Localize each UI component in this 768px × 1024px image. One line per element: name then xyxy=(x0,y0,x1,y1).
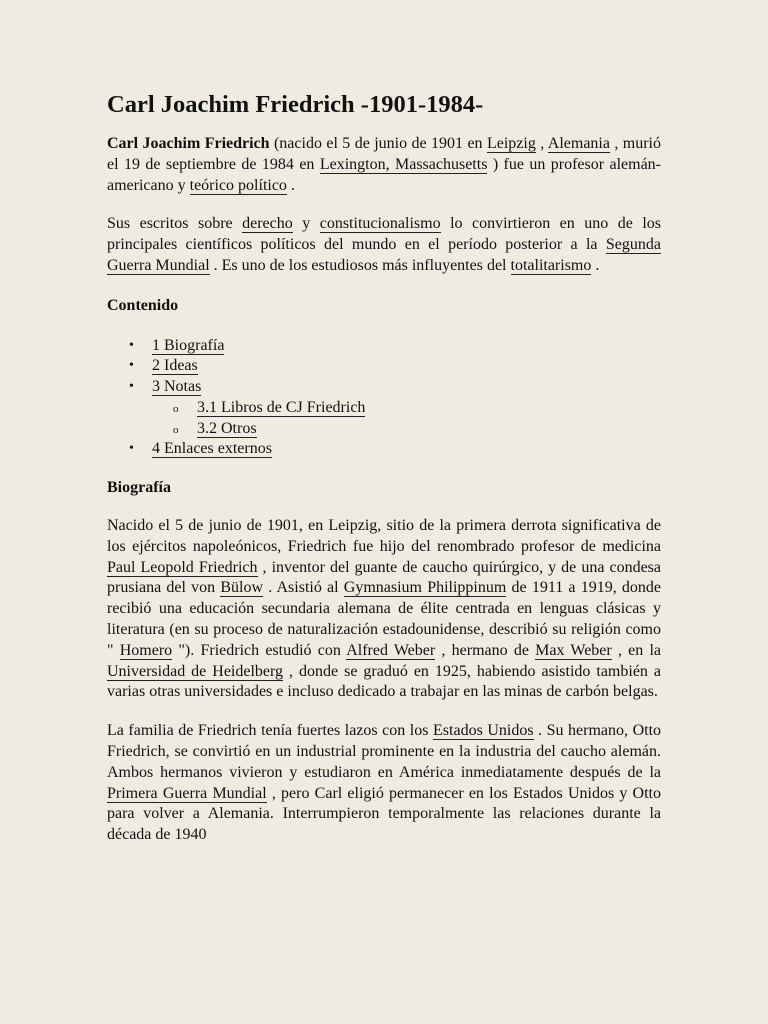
intro-text: . xyxy=(286,176,295,194)
biografia-paragraph-1 xyxy=(107,516,661,703)
toc-subitem-otros xyxy=(107,419,661,440)
page-title: Carl Joachim Friedrich -1901-1984- xyxy=(107,91,484,118)
link-alemania[interactable]: Alemania xyxy=(547,135,610,152)
link-derecho[interactable]: derecho xyxy=(242,215,293,233)
paragraph-text: "). Friedrich estudió con xyxy=(172,641,347,659)
link-primera-guerra-mundial[interactable]: Primera Guerra Mundial xyxy=(107,784,267,802)
link-paul-leopold-friedrich[interactable]: Paul Leopold Friedrich xyxy=(107,558,258,576)
intro-text: , murió el 19 de septiembre de 1984 en xyxy=(107,135,662,173)
bullet-icon: • xyxy=(129,337,134,353)
bullet-icon: • xyxy=(129,441,134,457)
toc-subitem-libros xyxy=(107,398,661,419)
link-universidad-heidelberg[interactable]: Universidad de Heidelberg xyxy=(107,662,284,680)
paragraph-text: de 1911 a 1919, donde recibió una educación secundaria alemana de élite centrada en lenguas clásicas y literatura (en su proceso de naturalización estadounidense, describió su religión como " xyxy=(107,579,662,659)
link-segunda-guerra-mundial[interactable]: Segunda Guerra Mundial xyxy=(107,236,661,274)
paragraph-text: . xyxy=(591,256,600,274)
subject-name: Carl Joachim Friedrich xyxy=(107,135,270,152)
link-alfred-weber[interactable]: Alfred Weber xyxy=(346,641,436,659)
bullet-icon: • xyxy=(129,358,134,374)
paragraph-text: . Asistió al xyxy=(263,579,344,597)
toc-item-biografia xyxy=(107,336,661,357)
paragraph-text: , donde se graduó en 1925, habiendo asistido también a varias otras universidades e incluso dedicado a trabajar en las minas de carbón belgas. xyxy=(107,662,662,701)
paragraph-text: La familia de Friedrich tenía fuertes lazos con los xyxy=(107,722,434,740)
link-max-weber[interactable]: Max Weber xyxy=(535,641,612,659)
paragraph-text: , pero Carl eligió permanecer en los Estados Unidos y Otto para volver a Alemania. Interrumpieron temporalmente las relaciones durante la década de 1940 xyxy=(107,784,662,844)
toc-link-enlaces[interactable]: 4 Enlaces externos xyxy=(152,440,272,458)
paragraph-text: . Su hermano, Otto Friedrich, se convirtió en un industrial prominente en la industria del caucho alemán. Ambos hermanos vivieron y estudiaron en América inmediatamente después de la xyxy=(107,722,662,781)
paragraph-text: . Es uno de los estudiosos más influyentes del xyxy=(209,256,511,274)
toc-link-notas[interactable]: 3 Notas xyxy=(152,378,202,396)
intro-text: (nacido el 5 de junio de 1901 en xyxy=(269,135,487,152)
table-of-contents xyxy=(107,336,661,460)
circle-bullet-icon: o xyxy=(173,402,179,415)
article-body xyxy=(107,90,661,846)
bullet-icon: • xyxy=(129,379,134,395)
paragraph-text: , en la xyxy=(611,641,662,659)
toc-link-biografia[interactable]: 1 Biografía xyxy=(152,336,225,354)
toc-link-libros[interactable]: 3.1 Libros de CJ Friedrich xyxy=(197,398,366,416)
intro-text: , xyxy=(535,135,548,152)
link-homero[interactable]: Homero xyxy=(119,641,173,659)
toc-item-notas xyxy=(107,377,661,398)
biografia-heading: Biografía xyxy=(107,479,171,496)
link-leipzig[interactable]: Leipzig xyxy=(486,135,536,152)
toc-link-ideas[interactable]: 2 Ideas xyxy=(152,357,198,375)
link-totalitarismo[interactable]: totalitarismo xyxy=(510,256,592,274)
circle-bullet-icon: o xyxy=(173,423,179,436)
paragraph-text: , inventor del guante de caucho quirúrgico, y de una condesa prusiana del von xyxy=(107,558,662,597)
writings-paragraph xyxy=(107,214,661,276)
paragraph-text: Nacido el 5 de junio de 1901, en Leipzig, sitio de la primera derrota significativa de los ejércitos napoleónicos, Friedrich fue hijo del renombrado profesor de medicina xyxy=(107,517,661,555)
link-estados-unidos[interactable]: Estados Unidos xyxy=(433,722,534,740)
link-constitucionalismo[interactable]: constitucionalismo xyxy=(319,215,441,233)
toc-item-ideas xyxy=(107,356,661,377)
paragraph-text: , hermano de xyxy=(435,641,536,659)
toc-heading: Contenido xyxy=(107,296,179,314)
paragraph-text: Sus escritos sobre xyxy=(107,215,243,233)
biografia-paragraph-2 xyxy=(107,721,661,846)
link-teorico-politico[interactable]: teórico político xyxy=(189,176,287,194)
intro-text: ) fue un profesor alemán-americano y xyxy=(107,155,661,194)
toc-item-enlaces xyxy=(107,439,661,460)
link-bulow[interactable]: Bülow xyxy=(220,579,263,597)
paragraph-text: y xyxy=(292,215,320,233)
toc-link-otros[interactable]: 3.2 Otros xyxy=(197,419,257,437)
intro-paragraph xyxy=(107,134,661,196)
link-gymnasium-philippinum[interactable]: Gymnasium Philippinum xyxy=(343,579,507,597)
link-lexington[interactable]: Lexington, Massachusetts xyxy=(319,155,488,173)
paragraph-text: lo convirtieron en uno de los principales científicos políticos del mundo en el período posterior a la xyxy=(107,215,662,254)
